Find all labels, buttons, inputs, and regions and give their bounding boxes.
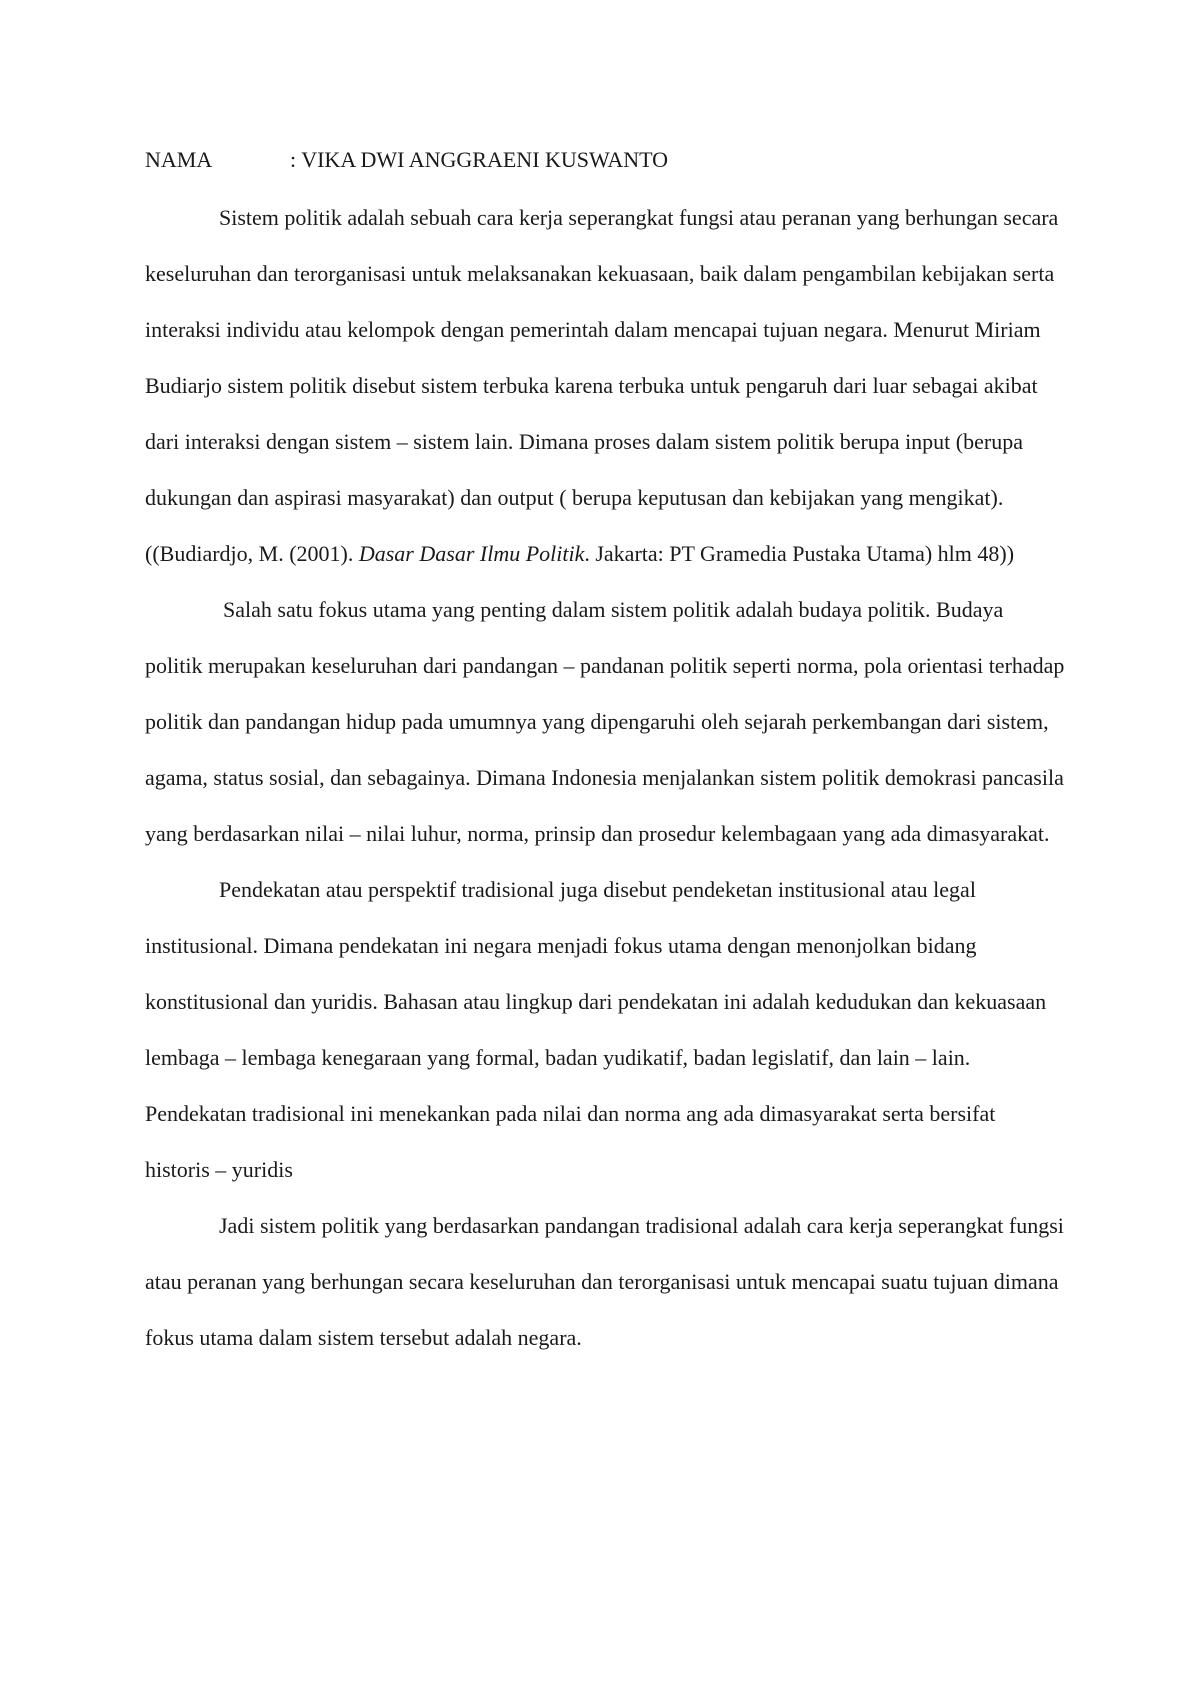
paragraph-1	[145, 190, 1065, 582]
name-label: NAMA	[145, 147, 213, 172]
name-header	[145, 142, 1065, 178]
name-value: : VIKA DWI ANGGRAENI KUSWANTO	[290, 147, 669, 172]
paragraph-4: Jadi sistem politik yang berdasarkan pandangan tradisional adalah cara kerja seperangkat fungsi atau peranan yang berhungan secara keseluruhan dan terorganisasi untuk mencapai suatu tujuan dimana fokus utama dalam sistem tersebut adalah negara.	[145, 1213, 1064, 1350]
document-body	[145, 142, 1065, 1366]
paragraph-2: Salah satu fokus utama yang penting dalam sistem politik adalah budaya politik. Budaya politik merupakan keseluruhan dari pandangan – pandanan politik seperti norma, pola orientasi terhadap politik dan pandangan hidup pada umumnya yang dipengaruhi oleh sejarah perkembangan dari sistem, agama, status sosial, dan sebagainya. Dimana Indonesia menjalankan sistem politik demokrasi pancasila yang berdasarkan nilai – nilai luhur, norma, prinsip dan prosedur kelembagaan yang ada dimasyarakat.	[145, 597, 1065, 846]
paragraph-1-text: Sistem politik adalah sebuah cara kerja seperangkat fungsi atau peranan yang berhungan secara keseluruhan dan terorganisasi untuk melaksanakan kekuasaan, baik dalam pengambilan kebijakan serta interaksi individu atau kelompok dengan pemerintah dalam mencapai tujuan negara. Menurut Miriam Budiarjo sistem politik disebut sistem terbuka karena terbuka untuk pengaruh dari luar sebagai akibat dari interaksi dengan sistem – sistem lain. Dimana proses dalam sistem politik berupa input (berupa dukungan dan aspirasi masyarakat) dan output ( berupa keputusan dan kebijakan yang mengikat). ((Budiardjo, M. (2001).	[145, 205, 1059, 566]
paragraph-3: Pendekatan atau perspektif tradisional juga disebut pendeketan institusional atau legal institusional. Dimana pendekatan ini negara menjadi fokus utama dengan menonjolkan bidang konstitusional dan yuridis. Bahasan atau lingkup dari pendekatan ini adalah kedudukan dan kekuasaan lembaga – lembaga kenegaraan yang formal, badan yudikatif, badan legislatif, dan lain – lain. Pendekatan tradisional ini menekankan pada nilai dan norma ang ada dimasyarakat serta bersifat historis – yuridis	[145, 877, 1047, 1182]
book-title: Dasar Dasar Ilmu Politik	[358, 541, 585, 566]
paragraph-1-citation: . Jakarta: PT Gramedia Pustaka Utama) hlm 48))	[584, 541, 1015, 566]
